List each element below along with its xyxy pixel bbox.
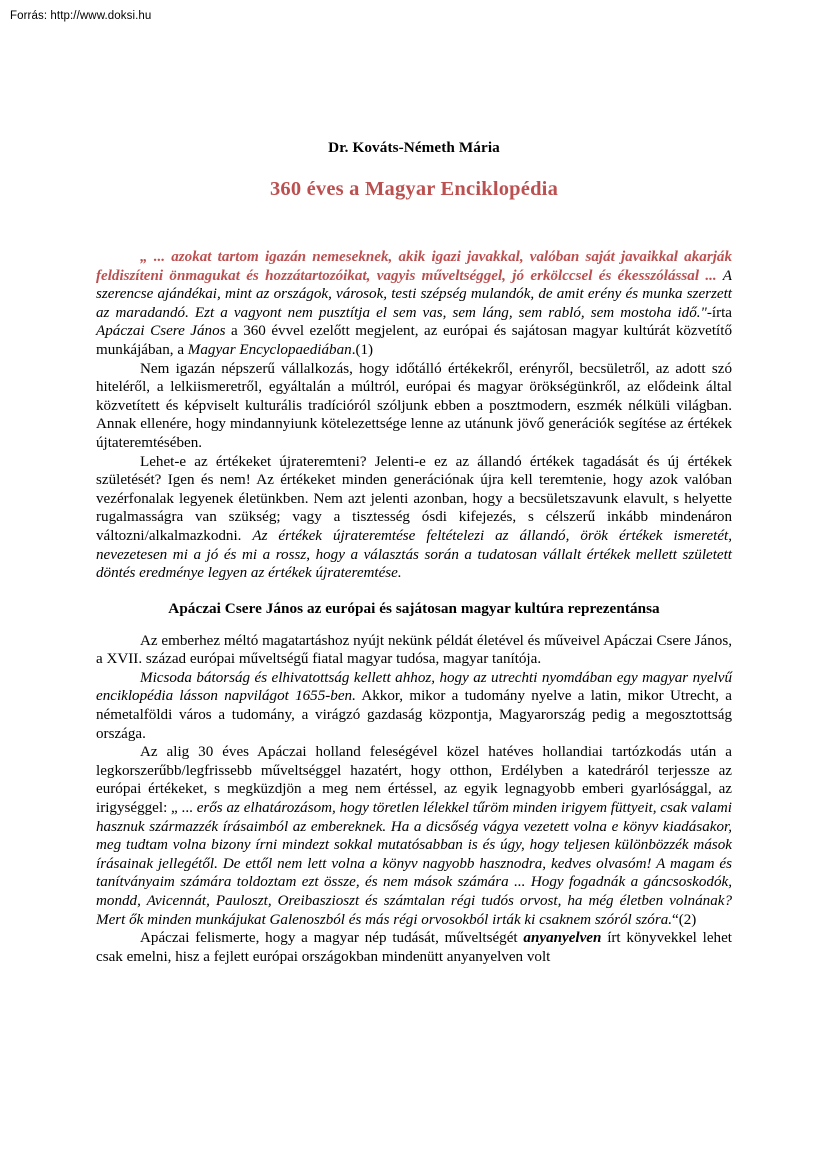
quote-attrib-run: -írta: [706, 304, 732, 321]
recreate-plain-run: Lehet-e az értékeket újrateremteni? Jelenti-e ez az állandó értékek tagadását és új értékek születését? Igen és nem! Az értékeket minden generációnak újra kell teremtenie, hogy azok valóban vezérfonalak legyenek életünkben. Nem azt jelenti azonban, hogy a becsületszavunk elavult, s helyette rugalmasságra van szükség; vagy a tisztesség ósdi kifejezés, s célszerű inkább mindenáron változni/alkalmazkodni.: [96, 453, 732, 544]
document-content-column: [96, 0, 732, 966]
utrecht-italic-run: Micsoda bátorság és elhivatottság kellett ahhoz, hogy az utrechti nyomdában egy magyar nyelvű enciklopédia lásson napvilágot 1655-ben.: [96, 669, 732, 705]
anyanyelven-emphasis: anyanyelven: [523, 930, 602, 947]
footnote-marker-1: .(1): [351, 341, 374, 358]
source-url-banner: Forrás: http://www.doksi.hu: [10, 10, 152, 22]
homecoming-plain-run: Az alig 30 éves Apáczai holland feleségével közel hatéves hollandiai tartózkodás után a legkorszerűbb/legfrissebb műveltséggel hazatért, hogy otthon, Erdélyben a katedráról terjessze az európai értékeket, s megküzdjön a meg nem értéssel, az egyik legnagyobb emberi gyarlósággal, az irigységgel: „ ...: [96, 744, 732, 817]
author-name: Dr. Kováts-Németh Mária: [328, 139, 500, 156]
apaczai-name-run: Apáczai Csere János: [96, 323, 226, 340]
paragraph-opening-quote: [96, 248, 732, 360]
homecoming-italic-run: erős az elhatározásom, hogy töretlen lélekkel tűröm minden irigyem füttyeit, csak valami hasznuk származzék írásaimból az embereknek. Ha a dicsőség vágya vezetett volna e könyv kiadásakor, meg tudtam volna bizony írni mindezt sokkal mutatósabban is és úgy, hogy teljesen különbözzék mások írásainak jellegétől. De ettől nem lett volna a könyv nagyobb hasznodra, kedves olvasóm! A magam és tanítványaim számára toldoztam ezt össze, és nem mások számára ... Hogy fogadnák a gáncsoskodók, mondd, Avicennát, Pauloszt, Oreibaszioszt és számtalan régi tudós orvost, ha még életben volnának? Mert ők minden munkájukat Galenoszból és más régi orvosokból irták ki csaknem szóról szóra.: [96, 800, 732, 928]
footnote-marker-2: “(2): [672, 911, 697, 928]
paragraph-recreate-values: [96, 453, 732, 583]
body-text: [96, 202, 732, 966]
quote-italic-run: A szerencse ajándékai, mint az országok, városok, testi szépség mulandók, de amit erény és munka szerzett az maradandó. Ezt a vagyont nem pusztítja el sem vas, sem láng, sem rabló, sem mostoha idő.": [96, 267, 732, 321]
anyanyelven-after-run: írt könyvekkel lehet csak emelni, hisz a fejlett európai országokban mindenütt anyanyelven volt: [96, 930, 732, 965]
quote-tail-run: a 360 évvel ezelőtt megjelent, az európai és sajátosan magyar kultúrát közvetítő munkájában, a: [96, 323, 732, 358]
paragraph-apaczai-example: Az emberhez méltó magatartáshoz nyújt nekünk példát életével és műveivel Apáczai Csere János, a XVII. század európai műveltségű fiatal magyar tudósa, magyar tanítója.: [96, 632, 732, 668]
recreate-italic-run: Az értékek újrateremtése feltételezi az állandó, örök értékek ismeretét, nevezetesen mi a jó és mi a rossz, hogy a választás során a tudatosan vállalt értékek mellett született döntés eredménye legyen az értékek újrateremtése.: [96, 527, 732, 582]
page-title: 360 éves a Magyar Enciklopédia: [269, 178, 559, 200]
paragraph-values-intro: Nem igazán népszerű vállalkozás, hogy időtálló értékekről, erényről, becsületről, az adott szó hiteléről, a lelkiismeretről, egyáltalán a múltról, európai és magyar örökségünkről, az elődeink által közvetített és képviselt kulturális tradícióról szóljunk ebben a posztmodern, eszmék nélküli világban. Annak ellenére, hogy mindannyiunk kötelezettsége lenne az utánunk jövő generációk segítése az értékek újtateremtésében.: [96, 360, 732, 451]
quote-red-run: „ ... azokat tartom igazán nemeseknek, akik igazi javakkal, valóban saját javaikkal akarják feldiszíteni önmagukat és hozzátartozóikat, vagyis műveltséggel, jó erkölccsel és ékesszólással ...: [96, 249, 732, 284]
section-heading-apaczai: Apáczai Csere János az európai és sajátosan magyar kultúra reprezentánsa: [168, 599, 660, 617]
paragraph-utrecht: [96, 669, 732, 743]
paragraph-anyanyelven: [96, 929, 732, 966]
utrecht-plain-run: Akkor, mikor a tudomány nyelve a latin, mikor Utrecht, a németalföldi város a tudomány, a virágzó gazdaság központja, Magyarország pedig a megosztottság országa.: [96, 688, 732, 742]
paragraph-homecoming-quote: [96, 743, 732, 929]
work-title-run: Magyar Encyclopaediában: [187, 341, 352, 358]
anyanyelven-before-run: Apáczai felismerte, hogy a magyar nép tudását, műveltségét: [140, 930, 524, 947]
